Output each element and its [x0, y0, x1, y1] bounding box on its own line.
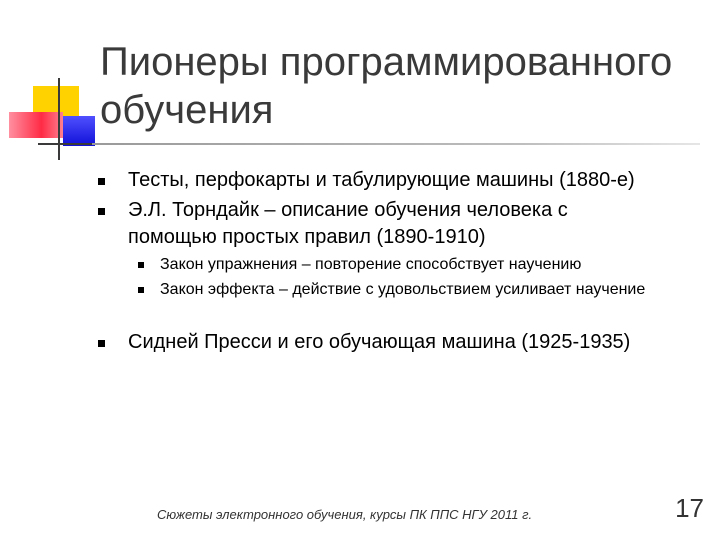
- blue-square-decoration: [63, 116, 95, 146]
- vertical-rule: [58, 78, 60, 160]
- slide-title: Пионеры программированного обучения: [100, 40, 673, 132]
- bullet-item-3: Сидней Пресси и его обучающая машина (1925-1935): [128, 331, 631, 353]
- sub-bullet-item-1: Закон упражнения – повторение способствует научению: [160, 256, 582, 273]
- title-underline-rule: [92, 143, 700, 145]
- bullet-marker: [98, 340, 105, 347]
- bullet-marker: [98, 208, 105, 215]
- bullet-item-2: Э.Л. Торндайк – описание обучения человека с помощью простых правил (1890-1910): [128, 199, 568, 248]
- slide-footer: Сюжеты электронного обучения, курсы ПК ППС НГУ 2011 г.: [157, 507, 533, 522]
- bullet-item-1: Тесты, перфокарты и табулирующие машины (1880-е): [128, 169, 635, 191]
- red-bar-decoration: [9, 112, 63, 138]
- short-horizontal-rule: [38, 143, 98, 145]
- bullet-marker: [98, 178, 105, 185]
- sub-bullet-item-2: Закон эффекта – действие с удовольствием усиливает научение: [160, 281, 646, 298]
- sub-bullet-marker: [138, 287, 144, 293]
- sub-bullet-marker: [138, 262, 144, 268]
- page-number: 17: [675, 493, 704, 523]
